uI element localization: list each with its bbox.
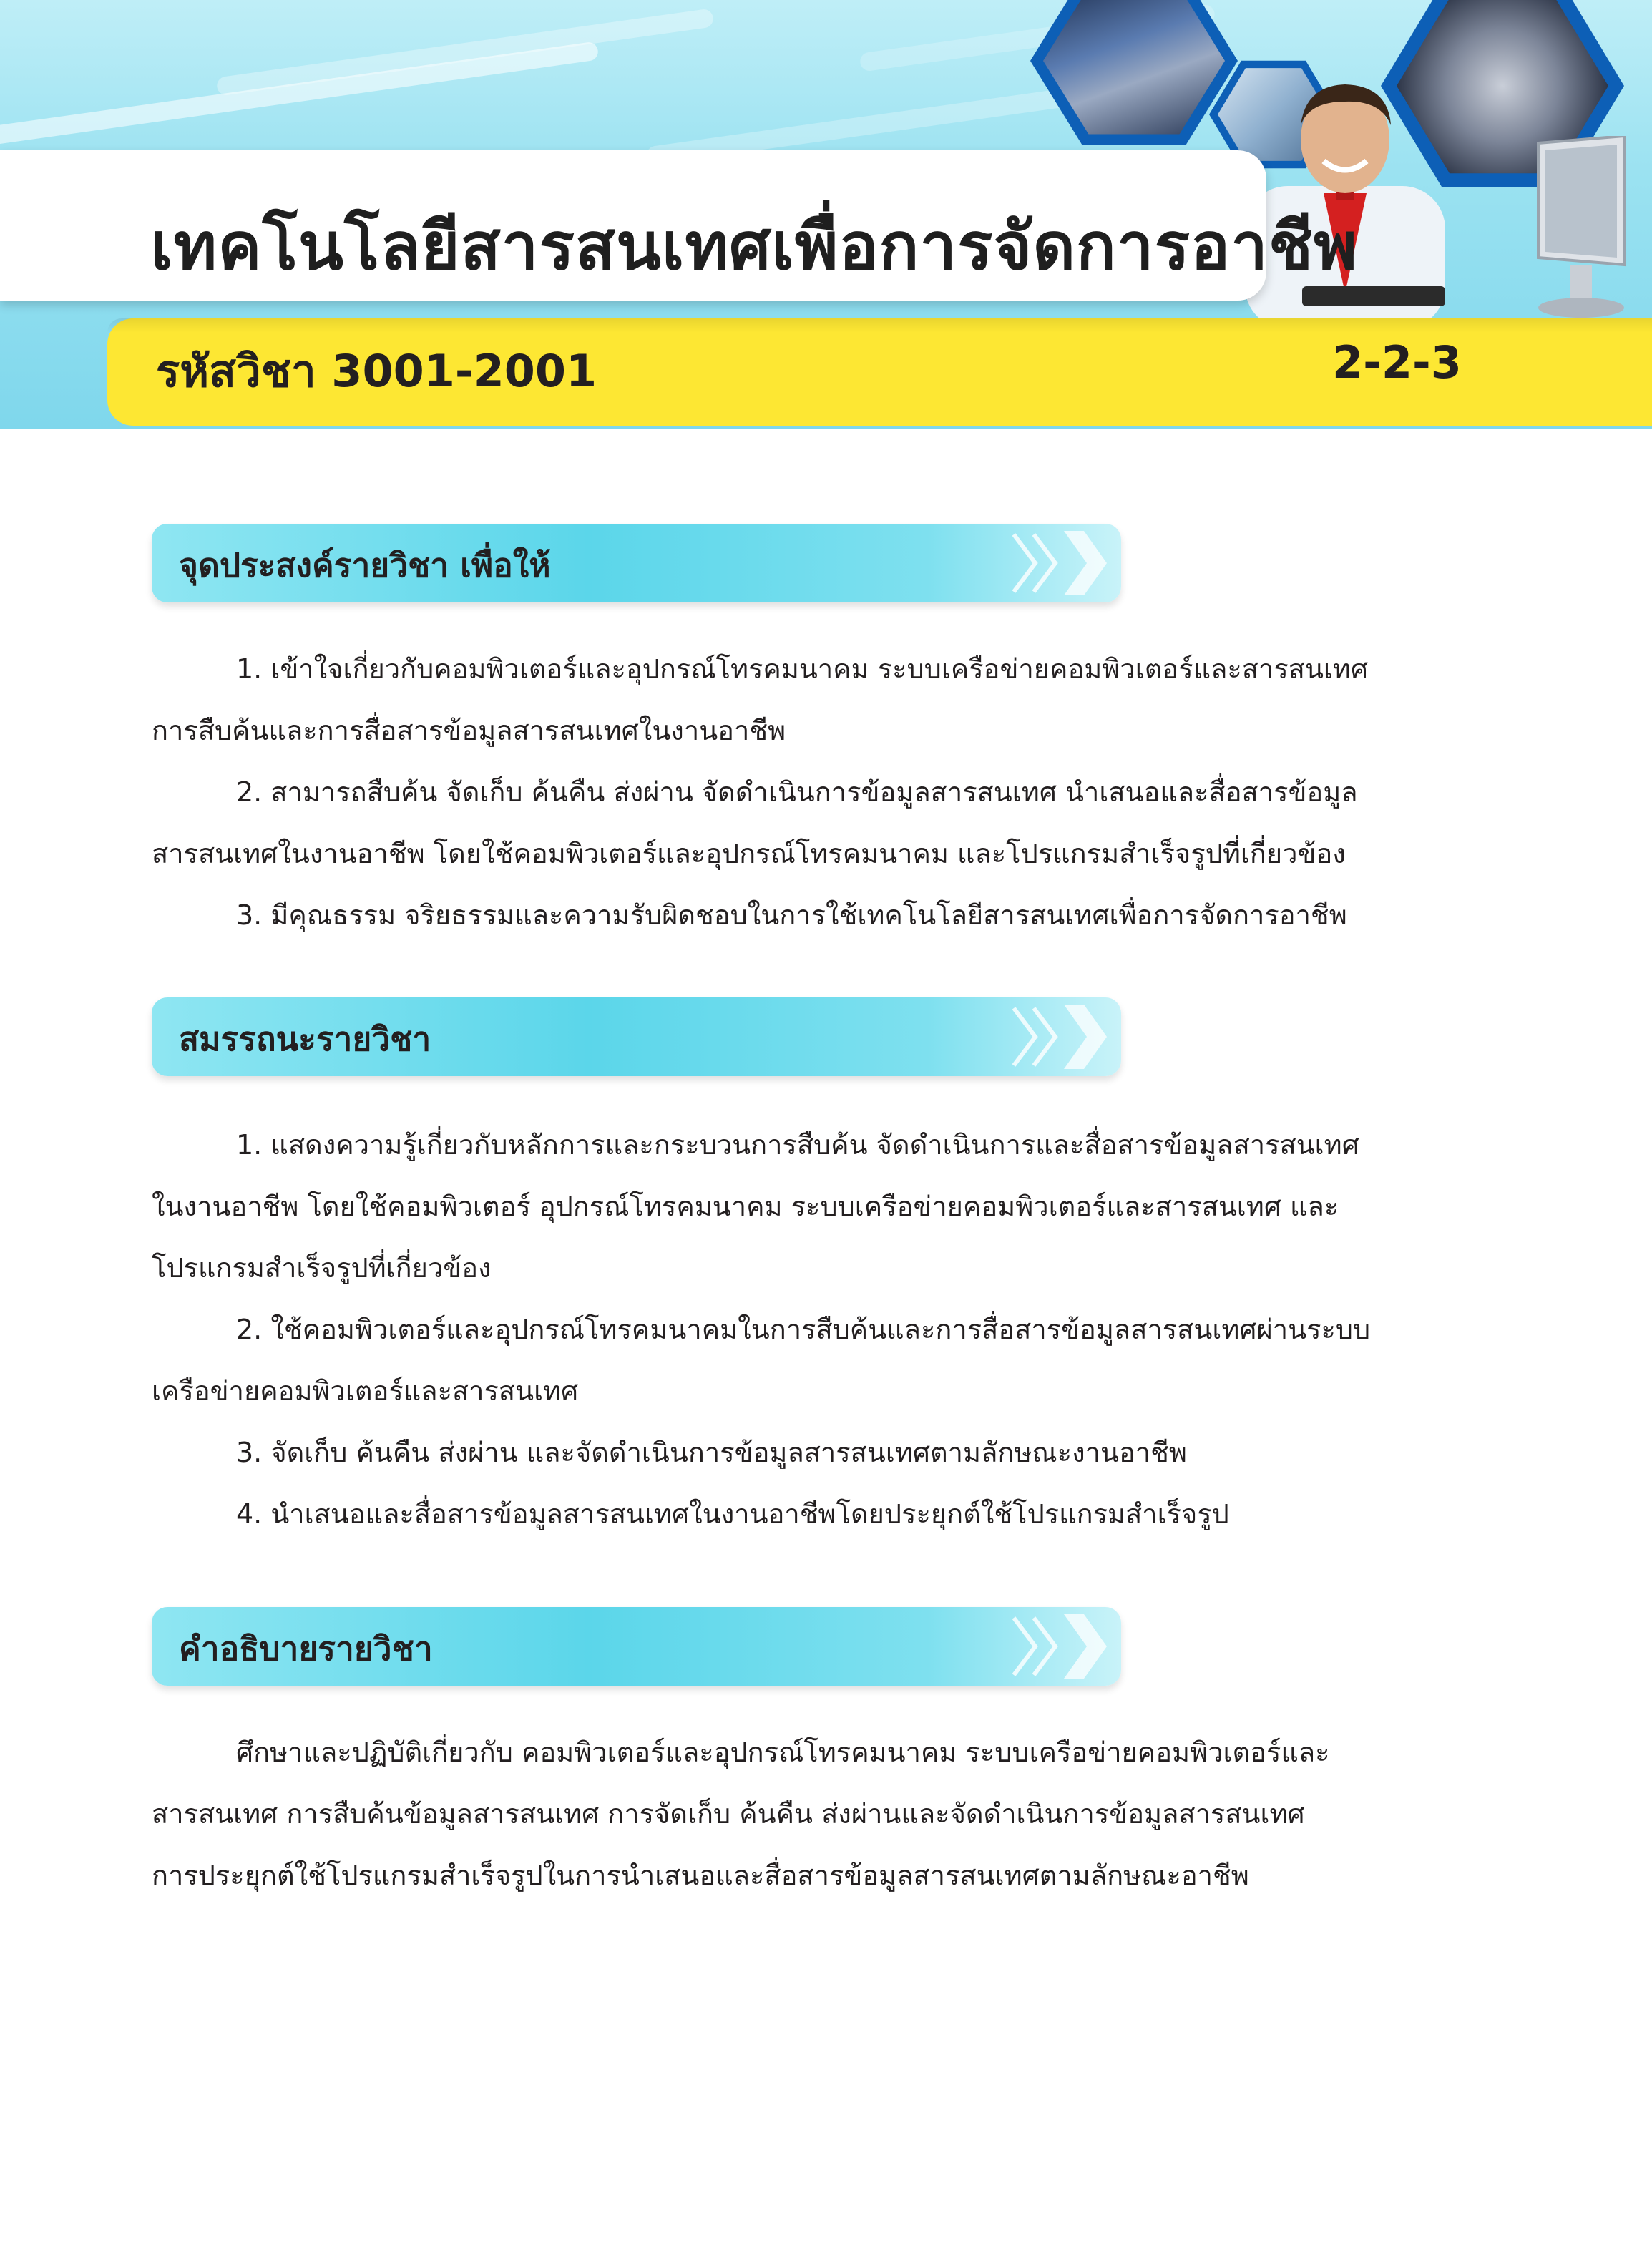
section-header-competencies (152, 997, 1121, 1076)
chevron-arrows-icon (1007, 531, 1107, 595)
section-heading: สมรรถนะรายวิชา (179, 1020, 431, 1058)
section-header-objectives (152, 524, 1121, 602)
computer-monitor (1510, 136, 1631, 322)
paragraph: ศึกษาและปฏิบัติเกี่ยวกับ คอมพิวเตอร์และอุปกรณ์โทรคมนาคม ระบบเครือข่ายคอมพิวเตอร์และ สารสนเทศ การสืบค้นข้อมูลสารสนเทศ การจัดเก็บ ค้นคืน ส่งผ่านและจัดดำเนินการข้อมูลสารสนเทศ การประยุกต์ใช้โปรแกรมสำเร็จรูปในการนำเสนอและสื่อสารข้อมูลสารสนเทศตามลักษณะอาชีพ (152, 1737, 1330, 1891)
list-item: 2. สามารถสืบค้น จัดเก็บ ค้นคืน ส่งผ่าน จัดดำเนินการข้อมูลสารสนเทศ นำเสนอและสื่อสารข้อมูล สารสนเทศในงานอาชีพ โดยใช้คอมพิวเตอร์และอุปกรณ์โทรคมนาคม และโปรแกรมสำเร็จรูปที่เกี่ยวข้อง (152, 776, 1358, 869)
description-paragraph (152, 1722, 1504, 1906)
course-code: รหัสวิชา 3001-2001 (156, 345, 597, 397)
list-item: 1. แสดงความรู้เกี่ยวกับหลักการและกระบวนการสืบค้น จัดดำเนินการและสื่อสารข้อมูลสารสนเทศ ในงานอาชีพ โดยใช้คอมพิวเตอร์ อุปกรณ์โทรคมนาคม ระบบเครือข่ายคอมพิวเตอร์และสารสนเทศ และ โปรแกรมสำเร็จรูปที่เกี่ยวข้อง (152, 1129, 1359, 1284)
section-heading: จุดประสงค์รายวิชา เพื่อให้ (179, 546, 551, 585)
competencies-list (152, 1114, 1504, 1545)
list-item: 3. มีคุณธรรม จริยธรรมและความรับผิดชอบในการใช้เทคโนโลยีสารสนเทศเพื่อการจัดการอาชีพ (236, 899, 1347, 931)
chevron-arrows-icon (1007, 1614, 1107, 1679)
course-credits: 2-2-3 (1332, 336, 1462, 389)
objectives-list (152, 638, 1504, 946)
page-title: เทคโนโลยีสารสนเทศเพื่อการจัดการอาชีพ (150, 208, 1358, 285)
chevron-arrows-icon (1007, 1005, 1107, 1069)
list-item: 2. ใช้คอมพิวเตอร์และอุปกรณ์โทรคมนาคมในการสืบค้นและการสื่อสารข้อมูลสารสนเทศผ่านระบบ เครือข่ายคอมพิวเตอร์และสารสนเทศ (152, 1314, 1371, 1407)
list-item: 1. เข้าใจเกี่ยวกับคอมพิวเตอร์และอุปกรณ์โทรคมนาคม ระบบเครือข่ายคอมพิวเตอร์และสารสนเทศ การสืบค้นและการสื่อสารข้อมูลสารสนเทศในงานอาชีพ (152, 653, 1369, 746)
section-header-description (152, 1607, 1121, 1686)
section-heading: คำอธิบายรายวิชา (179, 1629, 433, 1668)
list-item: 3. จัดเก็บ ค้นคืน ส่งผ่าน และจัดดำเนินการข้อมูลสารสนเทศตามลักษณะงานอาชีพ (236, 1437, 1187, 1468)
list-item: 4. นำเสนอและสื่อสารข้อมูลสารสนเทศในงานอาชีพโดยประยุกต์ใช้โปรแกรมสำเร็จรูป (236, 1498, 1229, 1530)
